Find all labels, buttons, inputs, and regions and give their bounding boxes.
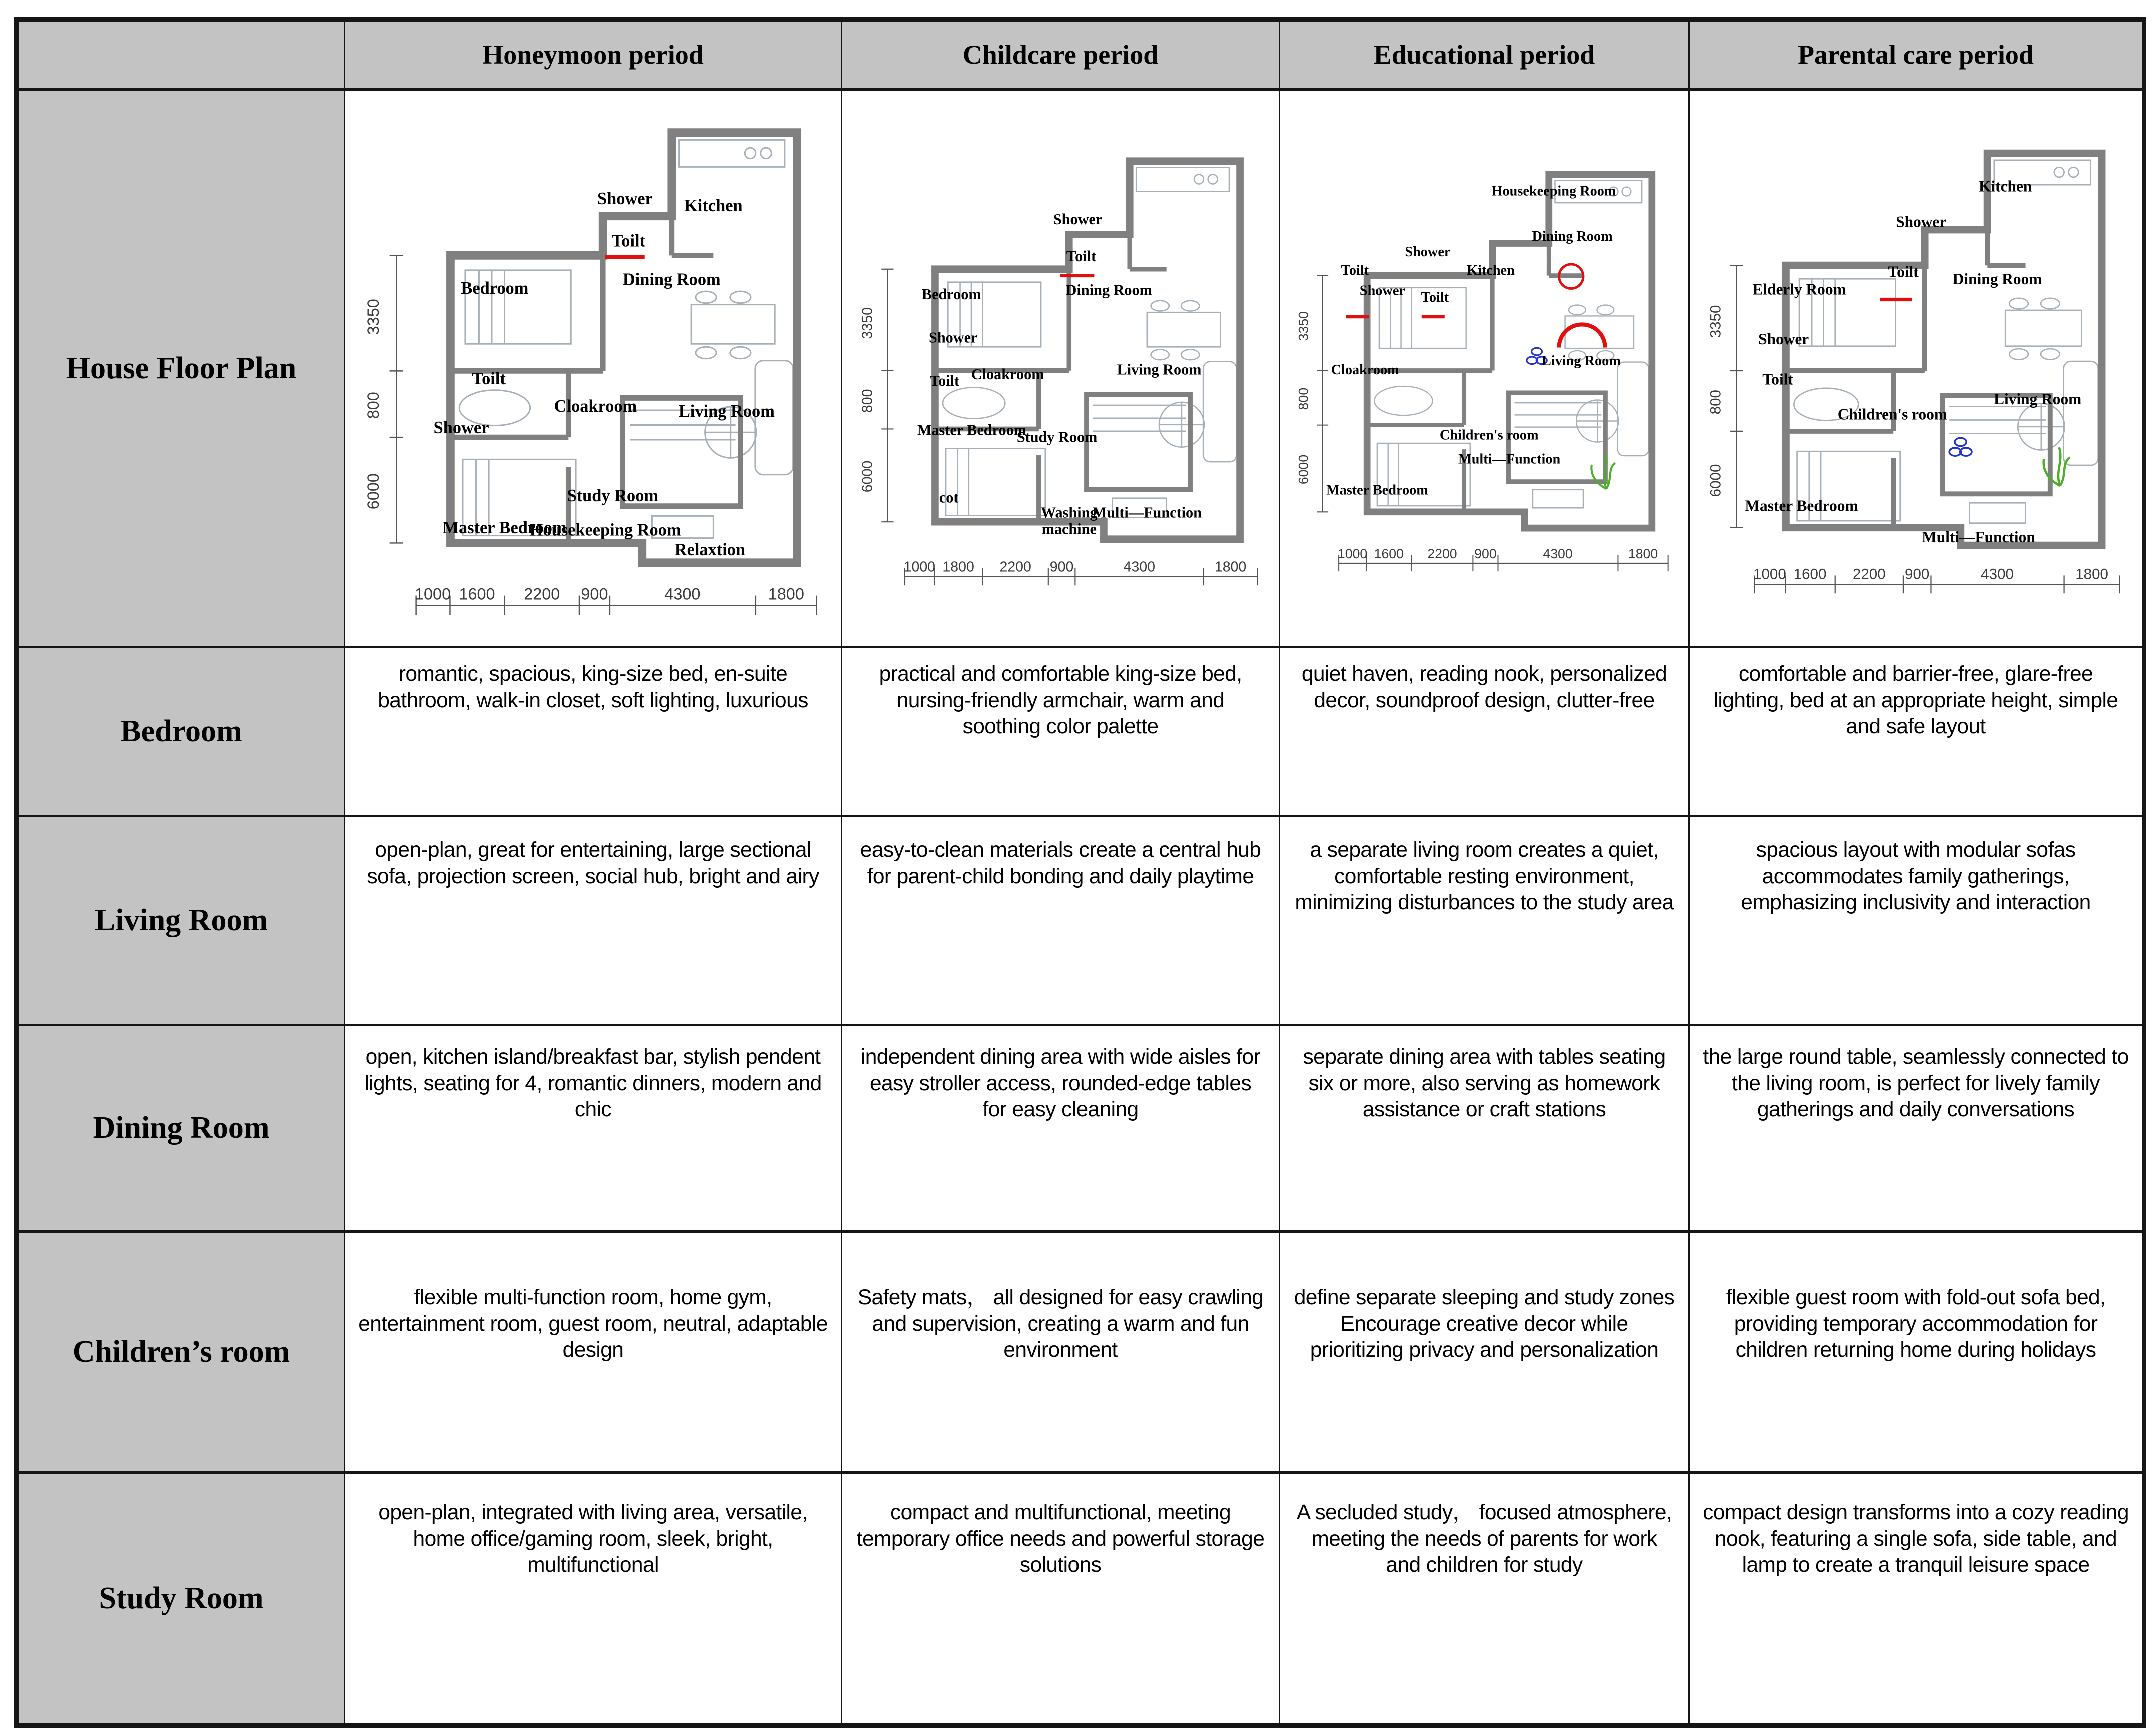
dining-room-row	[17, 1025, 2144, 1231]
svg-text:Bedroom: Bedroom	[461, 279, 529, 298]
svg-text:Study Room: Study Room	[567, 486, 659, 505]
svg-text:Multi—Function: Multi—Function	[1922, 528, 2035, 546]
study-honeymoon: open-plan, integrated with living area, versatile, home office/gaming room, sleek, bright, multifunctional	[345, 1472, 842, 1725]
svg-text:Dining Room: Dining Room	[1952, 270, 2042, 288]
dining-parental: the large round table, seamlessly connected to the living room, is perfect for lively family gatherings and daily conversations	[1689, 1025, 2144, 1231]
living-honeymoon: open-plan, great for entertaining, large sectional sofa, projection screen, social hub, bright and airy	[345, 816, 842, 1025]
floor-plan-parental	[1689, 90, 2144, 647]
svg-text:1600: 1600	[459, 585, 495, 603]
svg-text:Multi—Function: Multi—Function	[1092, 504, 1202, 521]
children-educational: define separate sleeping and study zones Encourage creative decor while prioritizing privacy and personalization	[1280, 1231, 1689, 1472]
dining-honeymoon: open, kitchen island/breakfast bar, stylish pendent lights, seating for 4, romantic dinners, modern and chic	[345, 1025, 842, 1231]
svg-text:2200: 2200	[524, 585, 560, 603]
svg-text:Children's room: Children's room	[1837, 405, 1948, 423]
svg-text:1800: 1800	[1628, 546, 1658, 562]
floor-plan-drawing	[1282, 93, 1686, 644]
svg-text:6000: 6000	[1296, 454, 1311, 485]
svg-text:1800: 1800	[2075, 566, 2108, 583]
row-header-bedroom: Bedroom	[17, 647, 345, 816]
svg-text:Living Room: Living Room	[1541, 353, 1621, 369]
svg-text:Toilt: Toilt	[1762, 370, 1793, 388]
col-header-educational: Educational period	[1280, 20, 1689, 90]
svg-text:Shower: Shower	[1896, 213, 1947, 231]
svg-text:Toilt: Toilt	[1066, 248, 1097, 265]
living-parental: spacious layout with modular sofas accommodates family gatherings, emphasizing inclusivity and interaction	[1689, 816, 2144, 1025]
svg-text:Shower: Shower	[1758, 330, 1809, 348]
floor-plan-drawing	[347, 93, 839, 644]
svg-text:Shower: Shower	[597, 189, 653, 209]
svg-text:3350: 3350	[1296, 311, 1311, 341]
svg-text:Toilt: Toilt	[1421, 290, 1449, 306]
svg-text:1000: 1000	[1337, 546, 1368, 562]
svg-text:Shower: Shower	[1053, 210, 1103, 228]
svg-text:Dining Room: Dining Room	[622, 270, 721, 289]
svg-text:800: 800	[1296, 387, 1311, 410]
col-header-childcare: Childcare period	[842, 20, 1280, 90]
childrens-room-row	[17, 1231, 2144, 1472]
life-period-comparison-table	[14, 17, 2146, 1728]
floor-plan-honeymoon	[345, 90, 842, 647]
svg-text:2200: 2200	[1427, 546, 1457, 562]
svg-text:6000: 6000	[1707, 464, 1724, 497]
svg-text:1800: 1800	[1214, 559, 1247, 575]
dining-educational: separate dining area with tables seating six or more, also serving as homework assistance or craft stations	[1280, 1025, 1689, 1231]
col-header-parental: Parental care period	[1689, 20, 2144, 90]
svg-text:Master Bedroom: Master Bedroom	[1745, 497, 1858, 515]
svg-text:1000: 1000	[414, 585, 451, 603]
svg-text:800: 800	[1707, 390, 1724, 415]
svg-text:Children's room: Children's room	[1439, 427, 1539, 443]
svg-text:Cloakroom: Cloakroom	[1331, 362, 1399, 378]
study-parental: compact design transforms into a cozy reading nook, featuring a single sofa, side table, and lamp to create a tranquil leisure space	[1689, 1472, 2144, 1725]
svg-text:6000: 6000	[364, 473, 382, 510]
svg-text:1000: 1000	[903, 559, 936, 575]
row-header-living-room: Living Room	[17, 816, 345, 1025]
svg-text:Kitchen: Kitchen	[1467, 263, 1515, 279]
children-childcare: Safety mats， all designed for easy crawling and supervision, creating a warm and fun environment	[842, 1231, 1280, 1472]
svg-text:Shower: Shower	[1359, 283, 1405, 299]
svg-text:Toilt: Toilt	[1341, 263, 1369, 279]
floor-plan-drawing	[844, 93, 1277, 644]
svg-text:900: 900	[1905, 566, 1930, 583]
svg-text:3350: 3350	[1707, 305, 1724, 338]
svg-text:Shower: Shower	[1405, 244, 1451, 260]
dining-childcare: independent dining area with wide aisles for easy stroller access, rounded-edge tables for easy cleaning	[842, 1025, 1280, 1231]
svg-text:2200: 2200	[1852, 566, 1886, 583]
svg-text:1000: 1000	[1753, 566, 1786, 583]
bedroom-honeymoon: romantic, spacious, king-size bed, en-suite bathroom, walk-in closet, soft lighting, luxurious	[345, 647, 842, 816]
svg-text:4300: 4300	[1543, 546, 1573, 562]
bedroom-parental: comfortable and barrier-free, glare-free lighting, bed at an appropriate height, simple and safe layout	[1689, 647, 2144, 816]
floor-plan-educational	[1280, 90, 1689, 647]
bedroom-row	[17, 647, 2144, 816]
svg-text:Toilt: Toilt	[1888, 263, 1919, 281]
svg-text:Housekeeping Room: Housekeeping Room	[529, 520, 681, 540]
svg-text:Dining Room: Dining Room	[1065, 281, 1152, 299]
row-header-childrens-room: Children’s room	[17, 1231, 345, 1472]
svg-text:2200: 2200	[999, 559, 1031, 575]
svg-text:Master Bedroom: Master Bedroom	[1326, 482, 1428, 498]
row-header-dining-room: Dining Room	[17, 1025, 345, 1231]
svg-text:Master Bedroom: Master Bedroom	[917, 421, 1026, 439]
study-room-row	[17, 1472, 2144, 1725]
bedroom-educational: quiet haven, reading nook, personalized decor, soundproof design, clutter-free	[1280, 647, 1689, 816]
svg-text:Shower: Shower	[433, 418, 489, 438]
svg-text:Washingmachine: Washing machine	[1040, 504, 1098, 538]
svg-text:Elderly Room: Elderly Room	[1752, 280, 1846, 298]
svg-text:1800: 1800	[768, 585, 804, 603]
svg-text:4300: 4300	[1981, 566, 2014, 583]
svg-text:3350: 3350	[364, 299, 382, 335]
svg-text:Master Bedroom: Master Bedroom	[442, 518, 567, 537]
living-childcare: easy-to-clean materials create a central hub for parent-child bonding and daily playtime	[842, 816, 1280, 1025]
svg-text:1800: 1800	[942, 559, 974, 575]
svg-text:Toilt: Toilt	[929, 372, 960, 390]
living-room-row	[17, 816, 2144, 1025]
floor-plan-childcare	[842, 90, 1280, 647]
svg-text:Dining Room: Dining Room	[1532, 229, 1613, 245]
svg-text:cot: cot	[939, 489, 959, 506]
svg-text:3350: 3350	[859, 307, 876, 339]
corner-cell	[17, 20, 345, 90]
floor-plan-drawing	[1692, 93, 2140, 644]
svg-text:Cloakroom: Cloakroom	[971, 366, 1044, 383]
floor-plan-row	[17, 90, 2144, 647]
svg-text:800: 800	[859, 389, 876, 413]
svg-text:Multi—Function: Multi—Function	[1458, 451, 1561, 467]
svg-text:1600: 1600	[1374, 546, 1404, 562]
svg-text:4300: 4300	[1123, 559, 1155, 575]
svg-text:900: 900	[581, 585, 608, 603]
svg-text:Study Room: Study Room	[1016, 428, 1098, 446]
header-row	[17, 20, 2144, 90]
svg-text:4300: 4300	[664, 585, 701, 603]
row-header-study-room: Study Room	[17, 1472, 345, 1725]
svg-text:Kitchen: Kitchen	[1979, 177, 2032, 195]
living-educational: a separate living room creates a quiet, comfortable resting environment, minimizing disturbances to the study area	[1280, 816, 1689, 1025]
svg-text:900: 900	[1474, 546, 1497, 562]
svg-text:Living Room: Living Room	[1994, 390, 2082, 408]
children-parental: flexible guest room with fold-out sofa bed, providing temporary accommodation for children returning home during holidays	[1689, 1231, 2144, 1472]
svg-text:Shower: Shower	[929, 329, 978, 346]
study-childcare: compact and multifunctional, meeting temporary office needs and powerful storage solutions	[842, 1472, 1280, 1725]
svg-text:Relaxtion: Relaxtion	[674, 540, 746, 560]
svg-text:Toilt: Toilt	[611, 231, 646, 251]
study-educational: A secluded study， focused atmosphere, meeting the needs of parents for work and children for study	[1280, 1472, 1689, 1725]
svg-text:1600: 1600	[1793, 566, 1827, 583]
svg-text:6000: 6000	[859, 460, 876, 493]
children-honeymoon: flexible multi-function room, home gym, entertainment room, guest room, neutral, adaptable design	[345, 1231, 842, 1472]
svg-text:Housekeeping Room: Housekeeping Room	[1491, 183, 1616, 199]
svg-text:Toilt: Toilt	[472, 369, 506, 388]
svg-text:900: 900	[1049, 559, 1074, 575]
svg-text:Cloakroom: Cloakroom	[554, 396, 637, 416]
svg-text:Kitchen: Kitchen	[684, 196, 743, 215]
bedroom-childcare: practical and comfortable king-size bed, nursing-friendly armchair, warm and soothing color palette	[842, 647, 1280, 816]
svg-text:Living Room: Living Room	[1117, 361, 1202, 378]
svg-text:800: 800	[364, 392, 382, 419]
svg-text:Bedroom: Bedroom	[921, 286, 981, 303]
row-header-floor-plan: House Floor Plan	[17, 90, 345, 647]
col-header-honeymoon: Honeymoon period	[345, 20, 842, 90]
svg-text:Living Room: Living Room	[678, 401, 775, 421]
